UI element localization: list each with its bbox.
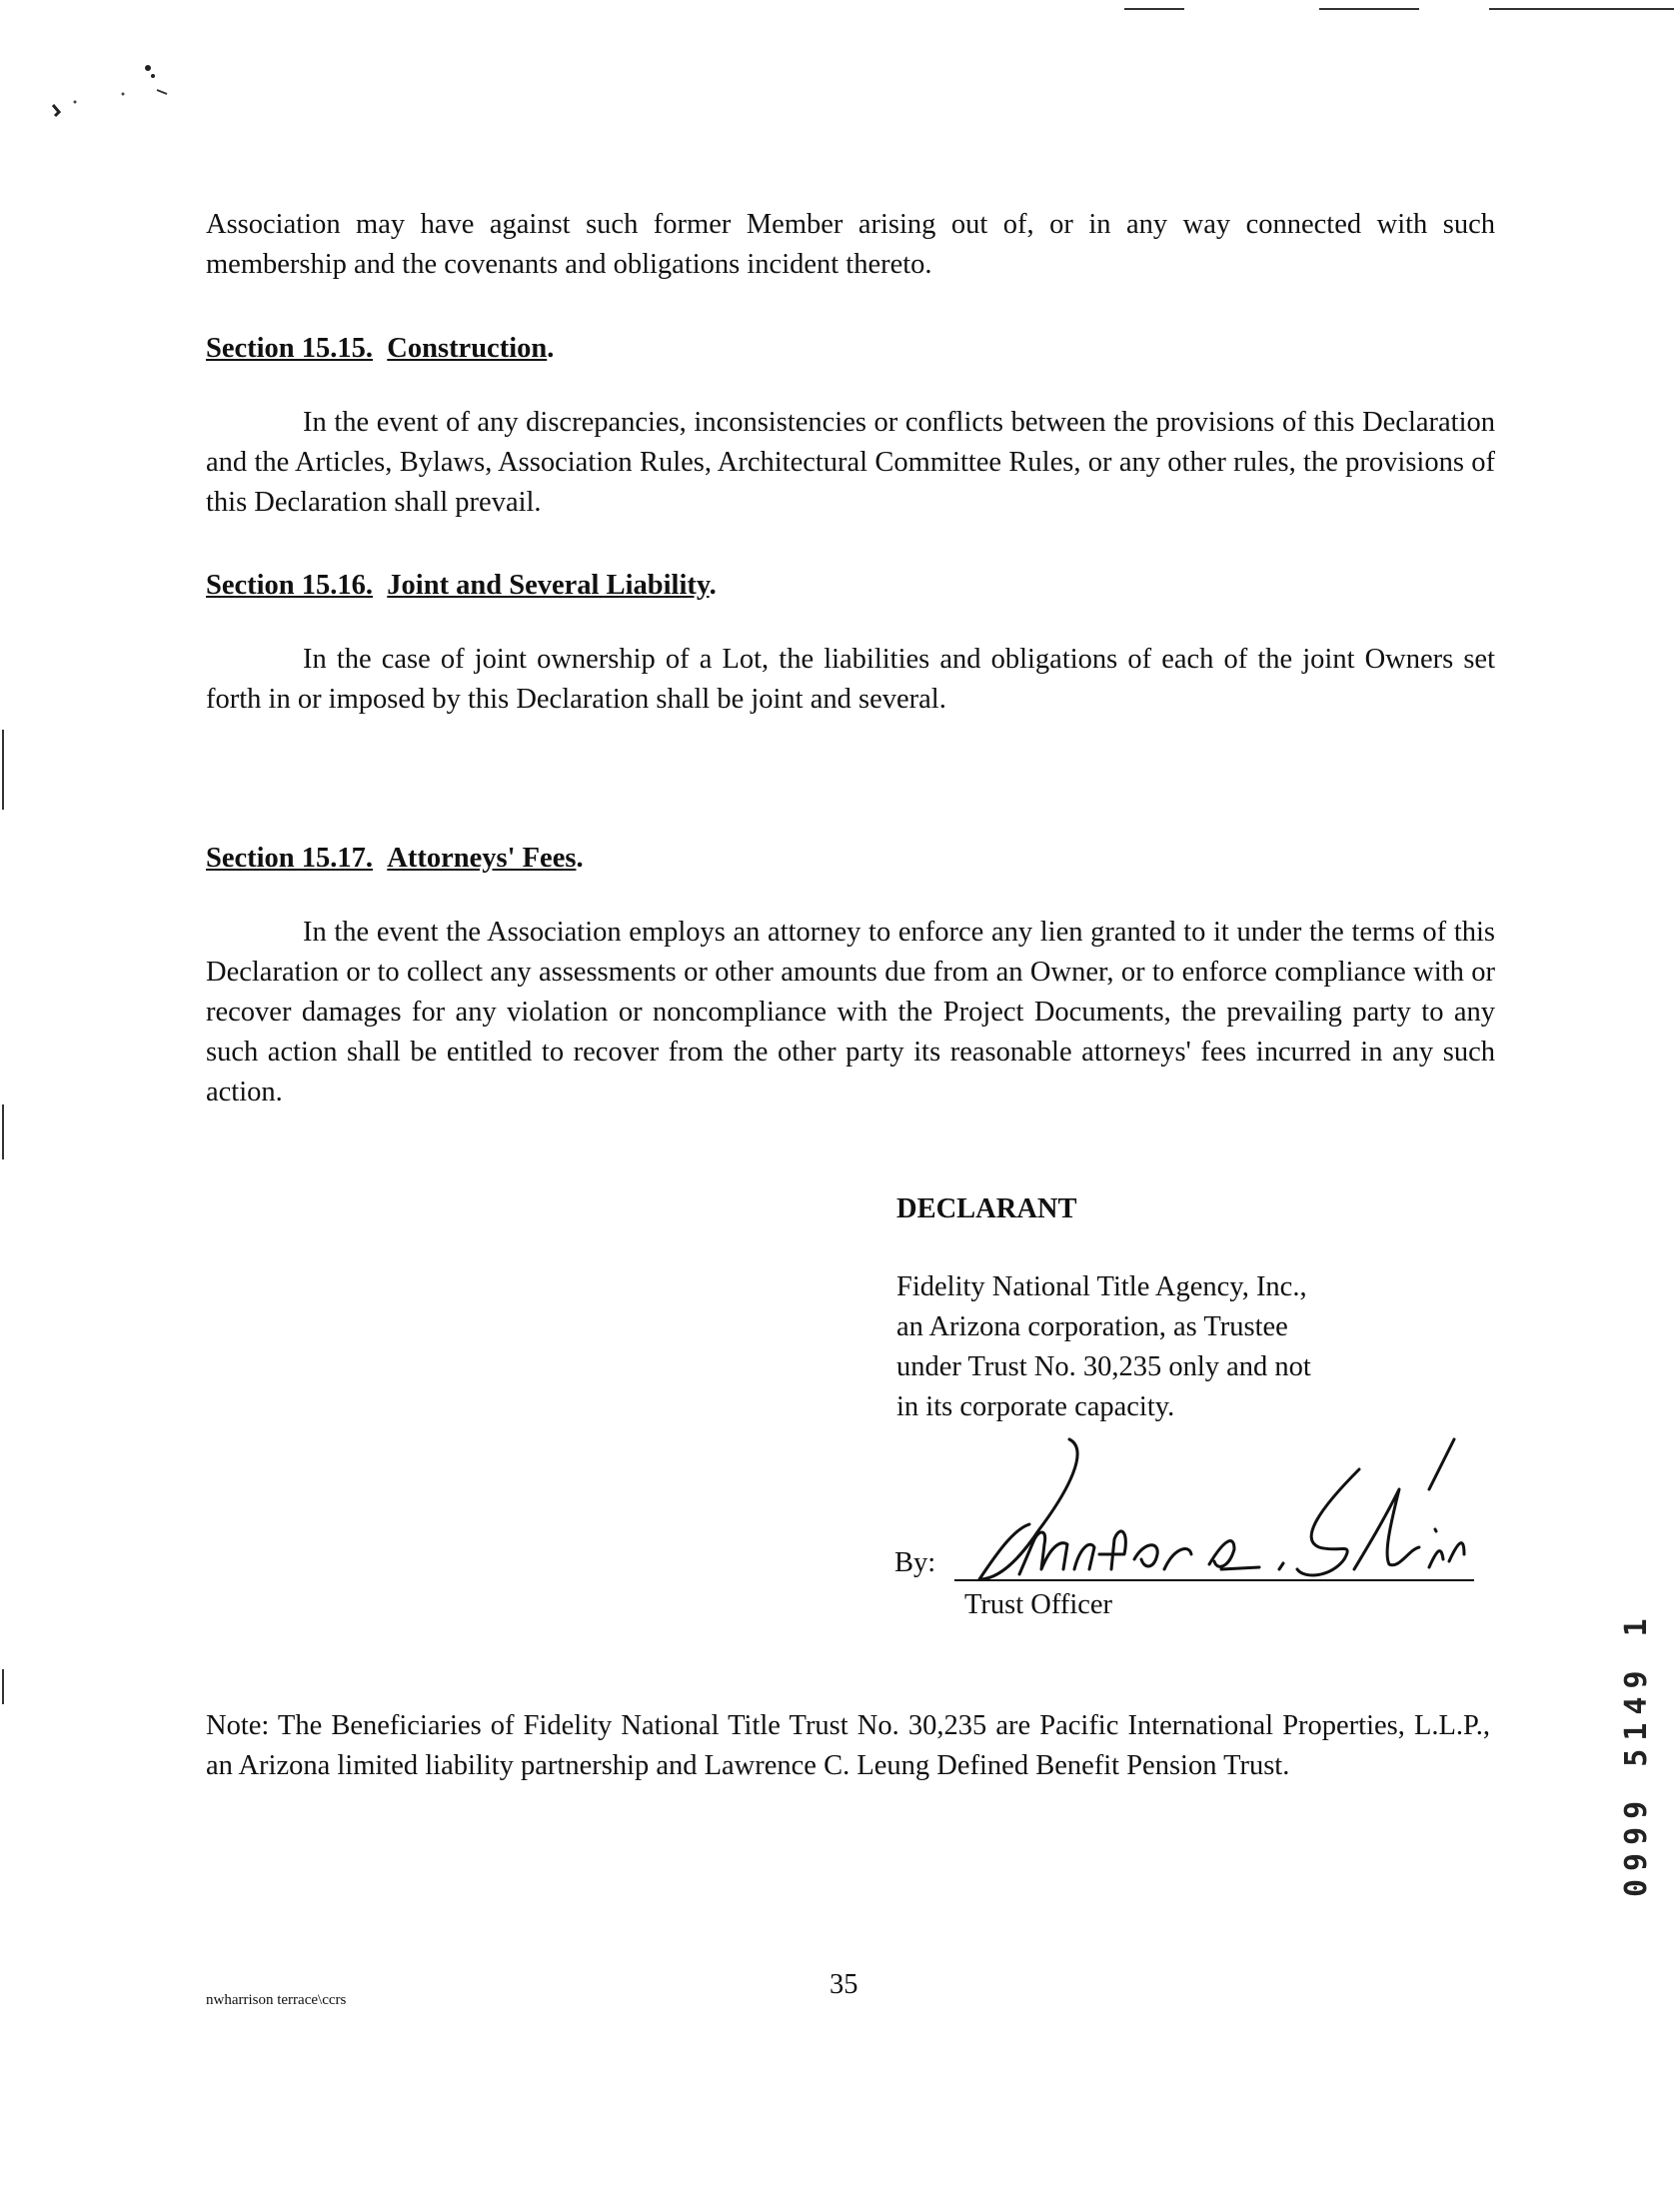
scan-artifact-left-2 bbox=[2, 1105, 4, 1159]
scan-artifact-left-1 bbox=[2, 730, 4, 810]
page-number: 35 bbox=[830, 1969, 858, 2000]
declarant-entity bbox=[896, 1267, 1311, 1427]
paragraph-attorneys-fees: In the event the Association employs an attorney to enforce any lien granted to it under the terms of this Declaration or to collect any assessments or other amounts due from an Owner, or to enforce compliance with or recover damages for any violation or noncompliance with the Project Documents, the prevailing party to any such action shall be entitled to recover from the other party its reasonable attorneys' fees incurred in any such action. bbox=[206, 917, 1495, 1107]
declarant-line-3: under Trust No. 30,235 only and not bbox=[896, 1351, 1311, 1382]
section-number: Section 15.17. bbox=[206, 843, 374, 874]
paragraph-continuation: Association may have against such former Member arising out of, or in any way connected with such membership and the covenants and obligations incident thereto. bbox=[206, 209, 1495, 280]
beneficiaries-note: Note: The Beneficiaries of Fidelity National Title Trust No. 30,235 are Pacific International Properties, L.L.P., an Arizona limited liability partnership and Lawrence C. Leung Defined Benefit Pension Trust. bbox=[206, 1710, 1490, 1781]
section-title: Construction bbox=[387, 333, 548, 364]
section-title: Joint and Several Liability bbox=[387, 570, 710, 601]
section-number: Section 15.16. bbox=[206, 570, 374, 601]
section-number: Section 15.15. bbox=[206, 333, 374, 364]
declarant-line-2: an Arizona corporation, as Trustee bbox=[896, 1311, 1288, 1342]
section-heading-15-16: Section 15.16. Joint and Several Liability. bbox=[206, 570, 717, 601]
paragraph-construction: In the event of any discrepancies, inconsistencies or conflicts between the provisions of this Declaration and the Articles, Bylaws, Association Rules, Architectural Committee Rules, or any other rules, the provisions of this Declaration shall prevail. bbox=[206, 407, 1495, 518]
signature-by-label: By: bbox=[894, 1547, 936, 1578]
scan-artifact-top-1 bbox=[1124, 8, 1184, 10]
section-heading-15-17: Section 15.17. Attorneys' Fees. bbox=[206, 843, 584, 874]
section-title: Attorneys' Fees bbox=[387, 843, 577, 874]
handwritten-signature bbox=[959, 1429, 1479, 1589]
paragraph-joint-liability: In the case of joint ownership of a Lot, the liabilities and obligations of each of the joint Owners set forth in or imposed by this Declaration shall be joint and several. bbox=[206, 644, 1495, 715]
declarant-title: DECLARANT bbox=[896, 1193, 1077, 1224]
recording-number-stamp: 0999 5149 1 bbox=[1619, 1610, 1654, 1898]
scan-artifact-left-3 bbox=[2, 1669, 4, 1704]
footer-filename: nwharrison terrace\ccrs bbox=[206, 1992, 347, 2008]
declarant-line-4: in its corporate capacity. bbox=[896, 1391, 1175, 1422]
section-heading-15-15: Section 15.15. Construction. bbox=[206, 333, 555, 364]
scan-specks bbox=[45, 60, 175, 120]
declarant-line-1: Fidelity National Title Agency, Inc., bbox=[896, 1271, 1307, 1302]
trust-officer-label: Trust Officer bbox=[964, 1589, 1113, 1620]
scan-artifact-top-3 bbox=[1489, 8, 1674, 10]
scan-artifact-top-2 bbox=[1319, 8, 1419, 10]
